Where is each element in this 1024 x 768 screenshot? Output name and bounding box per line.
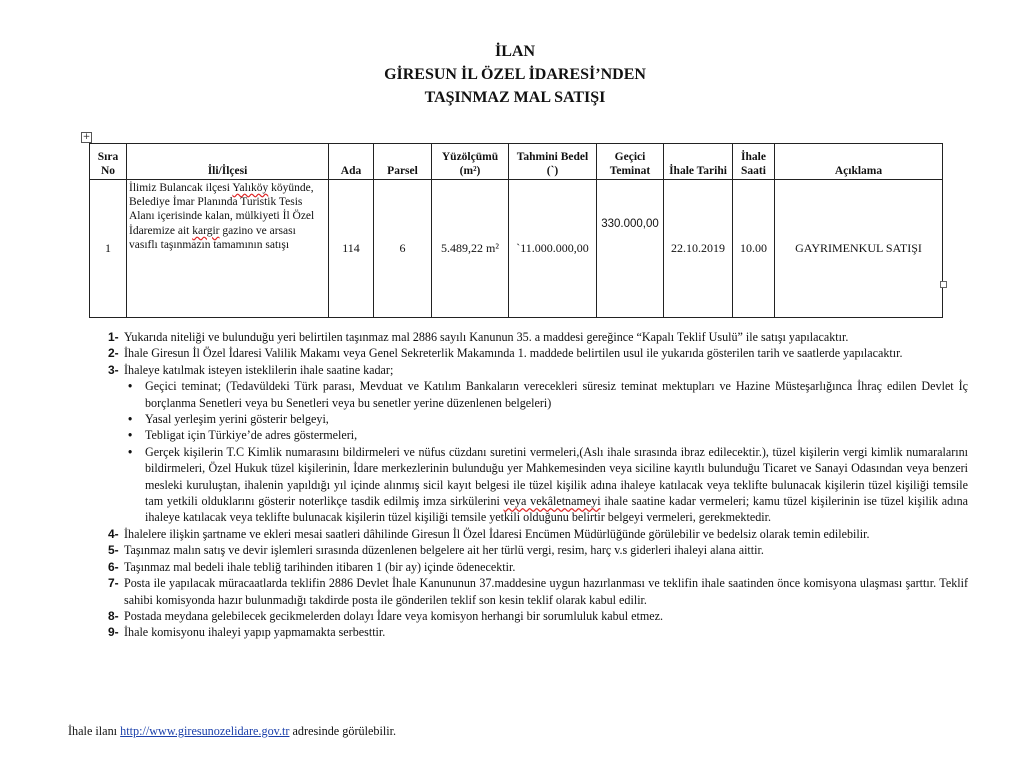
footer-note: [68, 724, 396, 739]
cell-ada: 114: [329, 180, 374, 318]
column-header: Tahmini Bedel (`): [509, 144, 597, 180]
heading-line-subject: TAŞINMAZ MAL SATIŞI: [424, 89, 606, 106]
list-item-text: Taşınmaz malın satış ve devir işlemleri sırasında düzenlenen belgelere ait her türlü vergi, resim, harç v.s giderleri ihaleyi alana aittir.: [124, 543, 764, 558]
table-move-handle-icon[interactable]: +: [82, 132, 91, 142]
list-item: [108, 608, 968, 624]
website-link[interactable]: http://www.giresunozelidare.gov.tr: [120, 724, 290, 738]
spellcheck-word: veya vekâletnameyi: [503, 494, 601, 509]
column-header: İhale Saati: [733, 144, 775, 180]
list-item-number: 5-: [108, 543, 119, 558]
conditions-list: [108, 329, 968, 641]
list-item-number: 7-: [108, 576, 119, 591]
list-item: [108, 526, 968, 542]
list-item-text: İhaleye katılmak isteyen isteklilerin ihale saatine kadar;: [124, 362, 394, 377]
spellcheck-word: Yalıköy: [232, 182, 269, 194]
list-item-number: 3-: [108, 362, 119, 377]
cell-aciklama: GAYRIMENKUL SATIŞI: [775, 180, 943, 318]
cell-gecici-teminat: 330.000,00: [597, 180, 664, 318]
column-header: İhale Tarihi: [664, 144, 733, 180]
cell-parsel: 6: [374, 180, 432, 318]
list-item-text: Posta ile yapılacak müracaatlarda teklifin 2886 Devlet İhale Kanununun 37.maddesine uygun hazırlanması ve teklifin ihale saatinden önce komisyona ulaşması şarttır. Teklif sahibi komisyonda hazır bulunmadığı takdirde posta ile gönderilen teklif son kesin teklif olarak kabul edilir.: [124, 576, 968, 607]
heading-line-institution: GİRESUN İL ÖZEL İDARESİ’NDEN: [384, 66, 646, 83]
heading-line-ilan: İLAN: [494, 43, 535, 60]
bullet-text: ihale saatine kadar vermeleri; kamu tüzel kişilerinin ise tüzel kişilik adına ihaleye katılacak veya teklifte bulunacak kişilerin tüzel kişiliği temsile yetkili olduğunu belirtir belgeyi vermeleri, gerekmektedir.: [145, 494, 968, 525]
cell-tahmini-bedel: `11.000.000,00: [509, 180, 597, 318]
list-item-number: 2-: [108, 346, 119, 361]
list-item-text: İhalelere ilişkin şartname ve ekleri mesai saatleri dâhilinde Giresun İl Özel İdaresi Encümen Müdürlüğünde görülebilir ve bedelsiz olarak temin edilebilir.: [124, 526, 870, 541]
list-item-number: 8-: [108, 608, 119, 623]
cell-sira: 1: [90, 180, 127, 318]
list-item-text: Postada meydana gelebilecek gecikmelerden dolayı İdare veya komisyon herhangi bir sorumluluk kabul etmez.: [124, 608, 663, 623]
bullet-icon: •: [128, 444, 133, 459]
list-item: [108, 559, 968, 575]
cell-ili-ilcesi: [127, 180, 329, 318]
bullet-item: [108, 378, 968, 411]
list-item-text: İhale komisyonu ihaleyi yapıp yapmamakta serbesttir.: [124, 625, 386, 640]
column-header: Açıklama: [775, 144, 943, 180]
table-resize-handle[interactable]: [940, 281, 947, 288]
cell-text: gazino ve arsası vasıflı taşınmazın tamamının satışı: [129, 224, 296, 251]
list-item-number: 4-: [108, 526, 119, 541]
column-header: Sıra No: [90, 144, 127, 180]
list-item: [108, 542, 968, 558]
announcement-heading: [0, 40, 1024, 109]
list-item-text: Yukarıda niteliği ve bulunduğu yeri belirtilen taşınmaz mal 2886 sayılı Kanunun 35. a maddesi gereğince “Kapalı Teklif Usulü” ile satışı yapılacaktır.: [124, 330, 849, 344]
bullet-text: Tebligat için Türkiye’de adres göstermeleri,: [145, 428, 358, 443]
list-item: [108, 362, 968, 378]
cell-ihale-saati: 10.00: [733, 180, 775, 318]
list-item-number: 1-: [108, 330, 119, 344]
bullet-icon: •: [128, 428, 133, 443]
cell-text: köyünde, Belediye İmar Planında Turistik Tesis Alanı içerisinde kalan, mülkiyeti İl Özel İdaremize ait: [129, 182, 315, 237]
cell-text: İlimiz Bulancak ilçesi: [129, 182, 233, 194]
property-sale-table: [89, 143, 943, 318]
list-item-text: İhale Giresun İl Özel İdaresi Valilik Makamı veya Genel Sekreterlik Makamında 1. maddede belirtilen usul ile yukarıda gösterilen tarih ve saatlerde yapılacaktır.: [124, 346, 903, 361]
column-header: Geçici Teminat: [597, 144, 664, 180]
bullet-text: Gerçek kişilerin T.C Kimlik numarasını bildirmeleri ve nüfus cüzdanı suretini vermeleri,(Aslı ihale sırasında ibraz edilecektir.), tüzel kişilerin vergi kimlik numaralarını bildirmeleri, Özel Hukuk tüzel kişilerinin, İdare merkezlerinin bulunduğu yer Mahkemesinden veya siciline kayıtlı bulunduğu Ticaret ve Sanayi Odasından veya benzeri mesleki kuruluştan, ihalenin yapıldığı yıl içinde alınmış sicil kayıt belgesi ile tüzel kişilik adına ihaleye katılacak veya teklifte bulunacak kişilerin tüzel kişiliği temsile tam yetkili olduklarını gösterir noterlikçe tasdik edilmiş imza sirkülerini: [145, 444, 968, 509]
column-header: Ada: [329, 144, 374, 180]
bullet-item: [108, 444, 968, 526]
list-item-number: 6-: [108, 559, 119, 574]
list-item: [108, 345, 968, 361]
spellcheck-word: kargir: [192, 224, 220, 237]
bullet-item: [108, 427, 968, 443]
table-header-row: [90, 144, 943, 180]
list-item: [108, 624, 968, 640]
column-header: İli/İlçesi: [127, 144, 329, 180]
list-item-number: 9-: [108, 625, 119, 640]
bullet-icon: •: [128, 379, 133, 394]
bullet-icon: •: [128, 412, 133, 427]
cell-yuzolcumu: 5.489,22 m²: [432, 180, 509, 318]
bullet-text: Geçici teminat; (Tedavüldeki Türk parası, Mevduat ve Katılım Bankaların verecekleri süresiz teminat mektupları ve Hazine Müsteşarlığınca İhraç edilen Devlet İç borçlanma Senetleri veya bu Senetleri veya bu senetler yerine düzenlenen belgeleri): [145, 379, 968, 410]
list-item: [108, 329, 968, 345]
column-header: Parsel: [374, 144, 432, 180]
bullet-text: Yasal yerleşim yerini gösterir belgeyi,: [145, 412, 329, 427]
cell-ihale-tarihi: 22.10.2019: [664, 180, 733, 318]
footer-suffix: adresinde görülebilir.: [289, 724, 397, 738]
list-item: [108, 575, 968, 608]
list-item-text: Taşınmaz mal bedeli ihale tebliğ tarihinden itibaren 1 (bir ay) içinde ödenecektir.: [124, 559, 516, 574]
bullet-item: [108, 411, 968, 427]
column-header: Yüzölçümü (m²): [432, 144, 509, 180]
footer-prefix: İhale ilanı: [68, 724, 121, 738]
table-row: [90, 180, 943, 318]
